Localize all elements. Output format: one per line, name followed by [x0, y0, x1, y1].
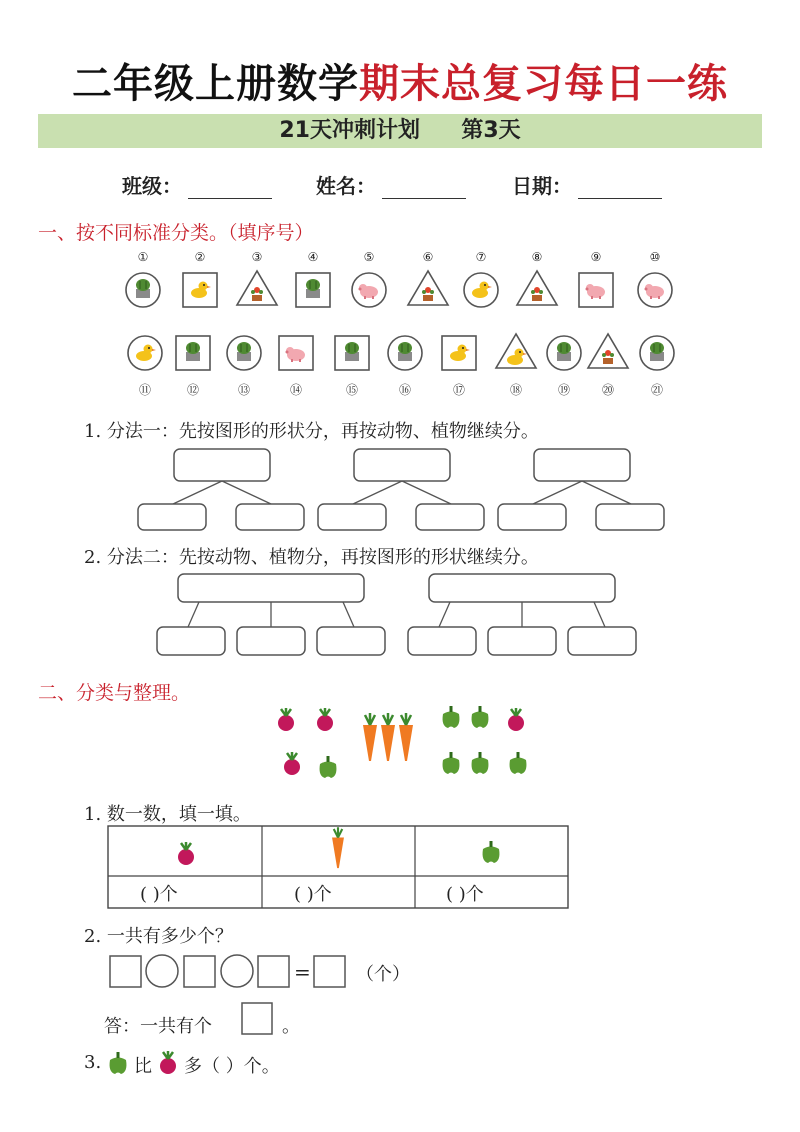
- figure-number-10: ⑩: [649, 250, 661, 264]
- pepper-picture-12: [472, 752, 489, 774]
- figure-number-row2-4: ⑭: [289, 383, 302, 397]
- radish-picture-2: [317, 708, 333, 731]
- figure-number-9: ⑨: [590, 250, 602, 264]
- method2-top-box-1[interactable]: [178, 574, 364, 602]
- q3-compare-word: 比: [134, 1056, 152, 1077]
- method1-sub-box-6[interactable]: [596, 504, 664, 530]
- banner-day-label: 第3天: [461, 118, 521, 143]
- method2-sub-box-4[interactable]: [408, 627, 476, 655]
- figure-number-row2-5: ⑮: [345, 383, 358, 397]
- figure-number-1: ①: [137, 250, 149, 264]
- figure-9: [579, 273, 613, 307]
- answer-period: 。: [282, 1016, 300, 1037]
- figure-number-8: ⑧: [531, 250, 543, 264]
- title-black-part: 二年级上册数学: [72, 61, 359, 107]
- date-label: 日期：: [512, 174, 572, 198]
- figure-1: [126, 273, 160, 307]
- q3-tail-text: 多（ ）个。: [184, 1056, 280, 1077]
- figure-12: [176, 336, 210, 370]
- figure-13: [227, 336, 261, 370]
- method2-top-box-2[interactable]: [429, 574, 615, 602]
- pepper-picture-8: [443, 706, 460, 728]
- q3-number: 3.: [84, 1052, 102, 1073]
- figure-18: [496, 334, 536, 368]
- pepper-picture-13: [510, 752, 527, 774]
- section2-heading: 二、分类与整理。: [38, 682, 191, 704]
- method2-sub-box-5[interactable]: [488, 627, 556, 655]
- figure-number-row2-8: ⑱: [509, 383, 522, 397]
- unit-label: （个）: [356, 964, 410, 985]
- figure-14: [279, 336, 313, 370]
- figure-3: [237, 271, 277, 305]
- figure-number-5: ⑤: [363, 250, 375, 264]
- radish-picture-10: [508, 708, 524, 731]
- method2-question: 2. 分法二：先按动物、植物分，再按图形的形状继续分。: [84, 547, 539, 568]
- method1-top-box-1[interactable]: [174, 449, 270, 481]
- method1-sub-box-5[interactable]: [498, 504, 566, 530]
- equation-box-3[interactable]: [184, 956, 215, 987]
- figure-17: [442, 336, 476, 370]
- figure-5: [352, 273, 386, 307]
- equation-box-1[interactable]: [110, 956, 141, 987]
- pepper-count-cell[interactable]: ( )个: [446, 884, 484, 905]
- figure-2: [183, 273, 217, 307]
- figure-number-row2-10: ⑳: [601, 383, 614, 397]
- operator-circle-4[interactable]: [221, 955, 253, 987]
- name-label: 姓名：: [316, 174, 376, 198]
- figure-number-row2-2: ⑫: [186, 383, 199, 397]
- q3-radish-icon: [160, 1051, 176, 1074]
- figure-8: [517, 271, 557, 305]
- banner-plan-label: 21天冲刺计划: [279, 118, 420, 143]
- class-label: 班级：: [122, 174, 182, 198]
- figure-number-7: ⑦: [475, 250, 487, 264]
- pepper-header-icon: [483, 841, 500, 863]
- pepper-picture-11: [443, 752, 460, 774]
- count-question: 1. 数一数，填一填。: [84, 804, 251, 825]
- figure-20: [588, 334, 628, 368]
- carrot-header-icon: [332, 827, 344, 868]
- figure-7: [464, 273, 498, 307]
- equals-sign: =: [294, 960, 311, 984]
- figure-6: [408, 271, 448, 305]
- method1-top-box-3[interactable]: [534, 449, 630, 481]
- method2-sub-box-6[interactable]: [568, 627, 636, 655]
- method2-sub-box-3[interactable]: [317, 627, 385, 655]
- method1-sub-box-2[interactable]: [236, 504, 304, 530]
- radish-header-icon: [178, 842, 194, 865]
- figure-21: [640, 336, 674, 370]
- title-red-part: 期末总复习每日一练: [359, 61, 728, 107]
- answer-box[interactable]: [242, 1003, 272, 1034]
- figure-number-row2-9: ⑲: [557, 383, 570, 397]
- method2-sub-box-2[interactable]: [237, 627, 305, 655]
- carrot-picture-6: [381, 713, 395, 761]
- figure-number-row2-1: ⑪: [138, 383, 151, 397]
- figure-10: [638, 273, 672, 307]
- operator-circle-2[interactable]: [146, 955, 178, 987]
- section1-heading: 一、按不同标准分类。（填序号）: [38, 222, 314, 244]
- total-question: 2. 一共有多少个？: [84, 926, 233, 947]
- answer-text: 答：一共有个: [104, 1016, 212, 1037]
- figure-15: [335, 336, 369, 370]
- figure-number-row2-11: ㉑: [650, 383, 663, 397]
- method1-question: 1. 分法一：先按图形的形状分，再按动物、植物继续分。: [84, 421, 539, 442]
- figure-19: [547, 336, 581, 370]
- equation-box-6[interactable]: [314, 956, 345, 987]
- figure-4: [296, 273, 330, 307]
- figure-number-4: ④: [307, 250, 319, 264]
- figure-number-3: ③: [251, 250, 263, 264]
- equation-box-5[interactable]: [258, 956, 289, 987]
- radish-count-cell[interactable]: ( )个: [140, 884, 178, 905]
- carrot-picture-5: [363, 713, 377, 761]
- method1-sub-box-1[interactable]: [138, 504, 206, 530]
- figure-number-row2-7: ⑰: [452, 383, 465, 397]
- figure-16: [388, 336, 422, 370]
- figure-number-row2-3: ⑬: [237, 383, 250, 397]
- figure-number-2: ②: [194, 250, 206, 264]
- figure-number-6: ⑥: [422, 250, 434, 264]
- pepper-picture-4: [320, 756, 337, 778]
- radish-picture-3: [284, 752, 300, 775]
- radish-picture-1: [278, 708, 294, 731]
- q3-pepper-icon: [110, 1052, 127, 1074]
- figure-number-row2-6: ⑯: [398, 383, 411, 397]
- method2-sub-box-1[interactable]: [157, 627, 225, 655]
- figure-11: [128, 336, 162, 370]
- method1-top-box-2[interactable]: [354, 449, 450, 481]
- method1-sub-box-4[interactable]: [416, 504, 484, 530]
- method1-sub-box-3[interactable]: [318, 504, 386, 530]
- pepper-picture-9: [472, 706, 489, 728]
- carrot-picture-7: [399, 713, 413, 761]
- carrot-count-cell[interactable]: ( )个: [294, 884, 332, 905]
